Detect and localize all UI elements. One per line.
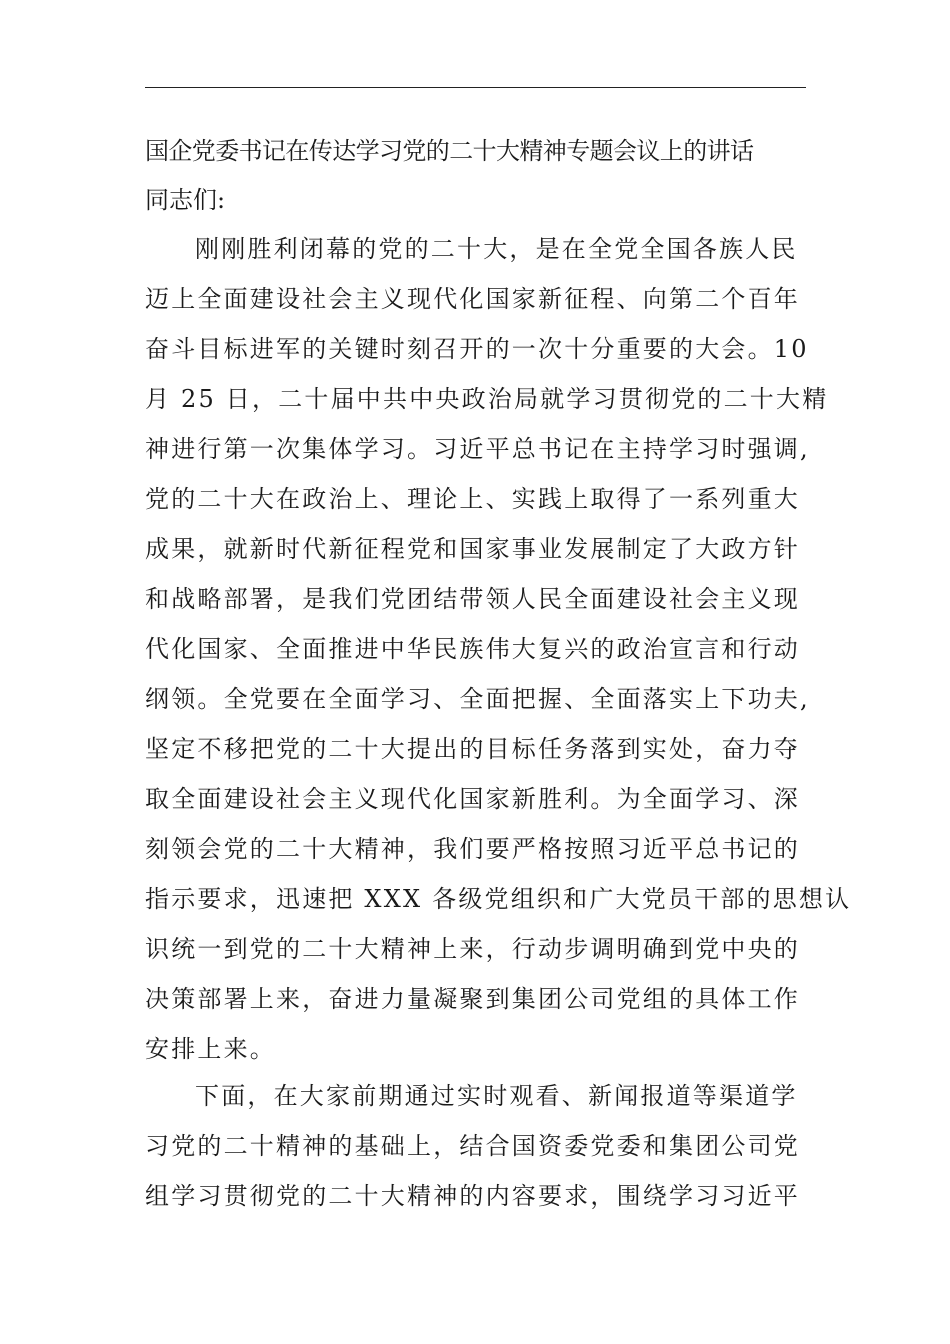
paragraph-line: 下面，在大家前期通过实时观看、新闻报道等渠道学 <box>195 1082 798 1110</box>
paragraph-line: 神进行第一次集体学习。习近平总书记在主持学习时强调, <box>145 435 810 463</box>
paragraph-line: 刚刚胜利闭幕的党的二十大，是在全党全国各族人民 <box>195 235 798 263</box>
document-title: 国企党委书记在传达学习党的二十大精神专题会议上的讲话 <box>145 137 754 165</box>
paragraph-1 <box>145 224 852 1074</box>
paragraph-line: 奋斗目标进军的关键时刻召开的一次十分重要的大会。10 <box>145 335 809 363</box>
paragraph-line: 刻领会党的二十大精神，我们要严格按照习近平总书记的 <box>145 835 800 863</box>
paragraph-line: 决策部署上来，奋进力量凝聚到集团公司党组的具体工作 <box>145 985 800 1013</box>
paragraph-line: 迈上全面建设社会主义现代化国家新征程、向第二个百年 <box>145 285 800 313</box>
paragraph-line: 成果，就新时代新征程党和国家事业发展制定了大政方针 <box>145 535 800 563</box>
paragraph-line: 坚定不移把党的二十大提出的目标任务落到实处，奋力夺 <box>145 735 800 763</box>
salutation: 同志们: <box>145 186 226 214</box>
paragraph-line: 组学习贯彻党的二十大精神的内容要求，围绕学习习近平 <box>145 1182 800 1210</box>
paragraph-line: 取全面建设社会主义现代化国家新胜利。为全面学习、深 <box>145 785 800 813</box>
paragraph-line: 代化国家、全面推进中华民族伟大复兴的政治宣言和行动 <box>145 635 800 663</box>
paragraph-line: 安排上来。 <box>145 1035 276 1063</box>
paragraph-line: 党的二十大在政治上、理论上、实践上取得了一系列重大 <box>145 485 800 513</box>
paragraph-2 <box>145 1071 808 1221</box>
paragraph-line: 指示要求，迅速把 XXX 各级党组织和广大党员干部的思想认 <box>145 885 852 913</box>
paragraph-line: 和战略部署，是我们党团结带领人民全面建设社会主义现 <box>145 585 800 613</box>
paragraph-line: 习党的二十精神的基础上，结合国资委党委和集团公司党 <box>145 1132 800 1160</box>
header-rule <box>145 87 806 88</box>
paragraph-line: 纲领。全党要在全面学习、全面把握、全面落实上下功夫, <box>145 685 810 713</box>
paragraph-line: 月 25 日，二十届中共中央政治局就学习贯彻党的二十大精 <box>145 385 829 413</box>
paragraph-line: 识统一到党的二十大精神上来，行动步调明确到党中央的 <box>145 935 800 963</box>
